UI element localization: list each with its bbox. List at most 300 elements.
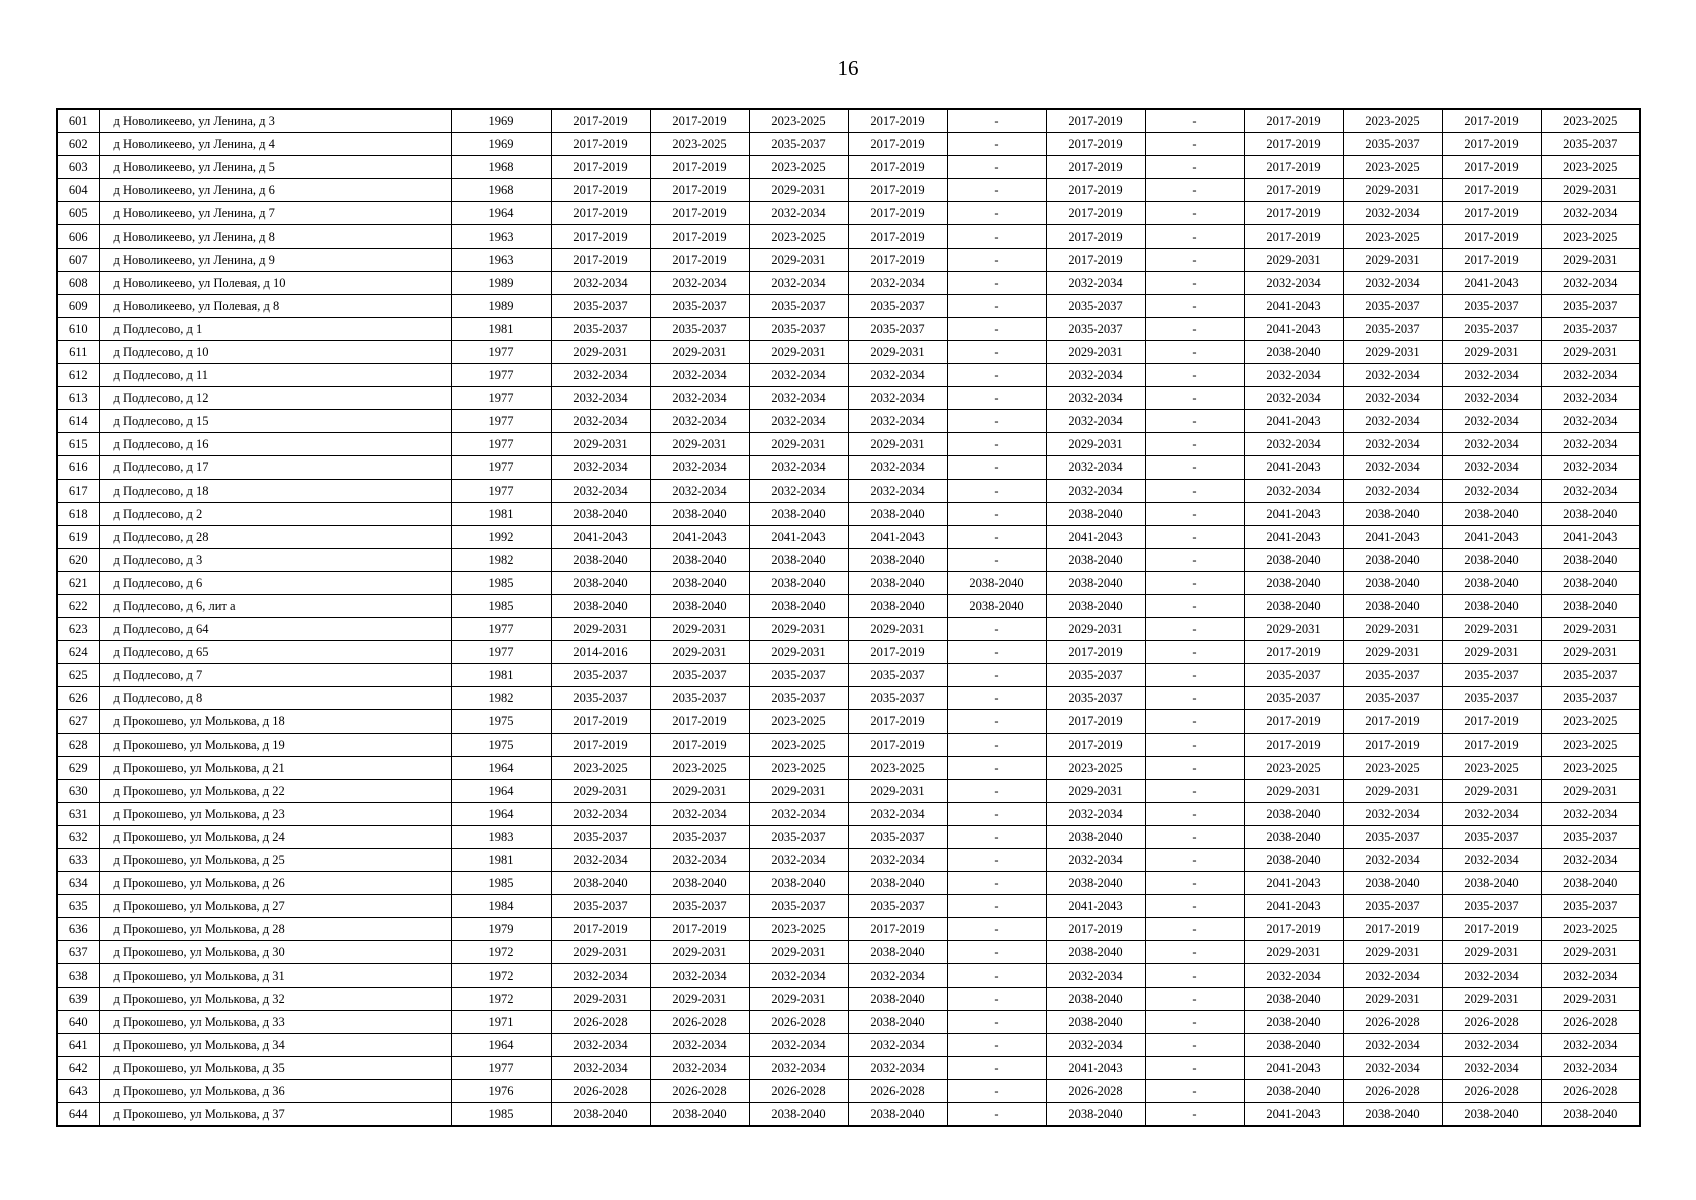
cell-row-number: 633 xyxy=(57,849,99,872)
cell-period-6: 2038-2040 xyxy=(1046,548,1145,571)
cell-period-6: 2041-2043 xyxy=(1046,1056,1145,1079)
cell-period-4: 2038-2040 xyxy=(848,548,947,571)
cell-period-11: 2038-2040 xyxy=(1541,1103,1640,1127)
cell-row-number: 639 xyxy=(57,987,99,1010)
cell-period-2: 2032-2034 xyxy=(650,387,749,410)
cell-period-11: 2035-2037 xyxy=(1541,294,1640,317)
cell-period-8: 2038-2040 xyxy=(1244,571,1343,594)
cell-period-1: 2038-2040 xyxy=(551,594,650,617)
cell-period-7: - xyxy=(1145,548,1244,571)
cell-period-3: 2032-2034 xyxy=(749,849,848,872)
table-row xyxy=(57,802,1640,825)
cell-period-6: 2038-2040 xyxy=(1046,941,1145,964)
cell-period-4: 2032-2034 xyxy=(848,410,947,433)
cell-period-11: 2032-2034 xyxy=(1541,271,1640,294)
cell-period-3: 2029-2031 xyxy=(749,179,848,202)
cell-year-built: 1964 xyxy=(451,1033,551,1056)
table-row xyxy=(57,872,1640,895)
cell-address: д Прокошево, ул Молькова, д 19 xyxy=(99,733,451,756)
cell-period-11: 2029-2031 xyxy=(1541,618,1640,641)
cell-period-9: 2029-2031 xyxy=(1343,179,1442,202)
cell-period-2: 2029-2031 xyxy=(650,641,749,664)
cell-period-3: 2023-2025 xyxy=(749,918,848,941)
cell-period-9: 2029-2031 xyxy=(1343,987,1442,1010)
cell-period-7: - xyxy=(1145,825,1244,848)
cell-period-1: 2017-2019 xyxy=(551,156,650,179)
cell-period-4: 2017-2019 xyxy=(848,133,947,156)
cell-period-9: 2038-2040 xyxy=(1343,548,1442,571)
cell-period-10: 2032-2034 xyxy=(1442,456,1541,479)
cell-period-1: 2038-2040 xyxy=(551,571,650,594)
cell-period-6: 2029-2031 xyxy=(1046,340,1145,363)
cell-address: д Новоликеево, ул Полевая, д 8 xyxy=(99,294,451,317)
cell-address: д Прокошево, ул Молькова, д 30 xyxy=(99,941,451,964)
cell-period-9: 2023-2025 xyxy=(1343,225,1442,248)
cell-period-1: 2032-2034 xyxy=(551,456,650,479)
table-row xyxy=(57,525,1640,548)
cell-period-4: 2029-2031 xyxy=(848,433,947,456)
cell-period-5: - xyxy=(947,618,1046,641)
cell-year-built: 1982 xyxy=(451,548,551,571)
cell-year-built: 1971 xyxy=(451,1010,551,1033)
cell-period-11: 2032-2034 xyxy=(1541,387,1640,410)
cell-period-5: - xyxy=(947,1033,1046,1056)
cell-address: д Новоликеево, ул Ленина, д 4 xyxy=(99,133,451,156)
cell-row-number: 614 xyxy=(57,410,99,433)
cell-period-7: - xyxy=(1145,710,1244,733)
cell-period-10: 2032-2034 xyxy=(1442,433,1541,456)
cell-period-6: 2035-2037 xyxy=(1046,664,1145,687)
cell-address: д Подлесово, д 65 xyxy=(99,641,451,664)
cell-period-8: 2017-2019 xyxy=(1244,710,1343,733)
cell-address: д Прокошево, ул Молькова, д 33 xyxy=(99,1010,451,1033)
cell-period-2: 2029-2031 xyxy=(650,941,749,964)
table-body xyxy=(57,109,1640,1126)
cell-period-6: 2017-2019 xyxy=(1046,641,1145,664)
cell-period-8: 2035-2037 xyxy=(1244,687,1343,710)
cell-period-3: 2029-2031 xyxy=(749,618,848,641)
cell-address: д Подлесово, д 6 xyxy=(99,571,451,594)
cell-period-10: 2032-2034 xyxy=(1442,1033,1541,1056)
cell-period-1: 2017-2019 xyxy=(551,202,650,225)
cell-period-9: 2041-2043 xyxy=(1343,525,1442,548)
cell-period-6: 2038-2040 xyxy=(1046,1103,1145,1127)
cell-period-7: - xyxy=(1145,156,1244,179)
table-row xyxy=(57,109,1640,133)
cell-period-7: - xyxy=(1145,410,1244,433)
cell-period-9: 2017-2019 xyxy=(1343,710,1442,733)
table-row xyxy=(57,756,1640,779)
cell-period-7: - xyxy=(1145,1079,1244,1102)
cell-period-9: 2032-2034 xyxy=(1343,364,1442,387)
cell-period-3: 2032-2034 xyxy=(749,456,848,479)
cell-period-10: 2035-2037 xyxy=(1442,664,1541,687)
cell-period-4: 2032-2034 xyxy=(848,964,947,987)
cell-period-11: 2023-2025 xyxy=(1541,710,1640,733)
cell-year-built: 1977 xyxy=(451,618,551,641)
cell-row-number: 628 xyxy=(57,733,99,756)
cell-period-7: - xyxy=(1145,664,1244,687)
cell-period-3: 2038-2040 xyxy=(749,1103,848,1127)
cell-period-5: - xyxy=(947,664,1046,687)
cell-period-3: 2035-2037 xyxy=(749,825,848,848)
cell-period-4: 2038-2040 xyxy=(848,941,947,964)
cell-period-10: 2035-2037 xyxy=(1442,317,1541,340)
cell-period-2: 2029-2031 xyxy=(650,433,749,456)
cell-period-9: 2029-2031 xyxy=(1343,779,1442,802)
table-row xyxy=(57,1033,1640,1056)
cell-period-6: 2032-2034 xyxy=(1046,1033,1145,1056)
cell-period-3: 2029-2031 xyxy=(749,987,848,1010)
cell-period-1: 2014-2016 xyxy=(551,641,650,664)
cell-period-11: 2029-2031 xyxy=(1541,779,1640,802)
cell-period-6: 2017-2019 xyxy=(1046,710,1145,733)
cell-period-11: 2032-2034 xyxy=(1541,802,1640,825)
cell-period-3: 2023-2025 xyxy=(749,225,848,248)
cell-period-6: 2029-2031 xyxy=(1046,779,1145,802)
cell-period-11: 2041-2043 xyxy=(1541,525,1640,548)
cell-period-10: 2032-2034 xyxy=(1442,964,1541,987)
cell-period-8: 2032-2034 xyxy=(1244,364,1343,387)
cell-period-6: 2017-2019 xyxy=(1046,109,1145,133)
cell-period-10: 2017-2019 xyxy=(1442,225,1541,248)
cell-period-7: - xyxy=(1145,109,1244,133)
cell-period-11: 2035-2037 xyxy=(1541,317,1640,340)
cell-year-built: 1964 xyxy=(451,802,551,825)
cell-period-1: 2038-2040 xyxy=(551,1103,650,1127)
cell-period-11: 2023-2025 xyxy=(1541,918,1640,941)
cell-period-4: 2017-2019 xyxy=(848,156,947,179)
cell-period-9: 2032-2034 xyxy=(1343,433,1442,456)
cell-period-9: 2038-2040 xyxy=(1343,594,1442,617)
cell-row-number: 636 xyxy=(57,918,99,941)
cell-period-9: 2032-2034 xyxy=(1343,964,1442,987)
cell-period-11: 2032-2034 xyxy=(1541,202,1640,225)
cell-period-10: 2017-2019 xyxy=(1442,156,1541,179)
cell-row-number: 641 xyxy=(57,1033,99,1056)
cell-year-built: 1976 xyxy=(451,1079,551,1102)
table-row xyxy=(57,248,1640,271)
cell-period-2: 2017-2019 xyxy=(650,109,749,133)
cell-period-10: 2017-2019 xyxy=(1442,109,1541,133)
cell-period-1: 2032-2034 xyxy=(551,410,650,433)
cell-period-5: - xyxy=(947,825,1046,848)
cell-year-built: 1985 xyxy=(451,594,551,617)
cell-period-7: - xyxy=(1145,918,1244,941)
cell-period-1: 2035-2037 xyxy=(551,317,650,340)
cell-address: д Новоликеево, ул Ленина, д 6 xyxy=(99,179,451,202)
cell-period-1: 2032-2034 xyxy=(551,387,650,410)
cell-period-3: 2032-2034 xyxy=(749,1033,848,1056)
cell-period-6: 2026-2028 xyxy=(1046,1079,1145,1102)
cell-period-6: 2029-2031 xyxy=(1046,433,1145,456)
cell-period-10: 2017-2019 xyxy=(1442,918,1541,941)
cell-period-3: 2032-2034 xyxy=(749,479,848,502)
cell-period-5: - xyxy=(947,987,1046,1010)
cell-period-9: 2032-2034 xyxy=(1343,387,1442,410)
cell-year-built: 1968 xyxy=(451,179,551,202)
cell-period-5: - xyxy=(947,133,1046,156)
cell-address: д Прокошево, ул Молькова, д 32 xyxy=(99,987,451,1010)
cell-period-5: - xyxy=(947,179,1046,202)
cell-period-7: - xyxy=(1145,248,1244,271)
cell-period-3: 2032-2034 xyxy=(749,364,848,387)
cell-period-4: 2035-2037 xyxy=(848,825,947,848)
table-row xyxy=(57,433,1640,456)
cell-period-4: 2035-2037 xyxy=(848,895,947,918)
cell-period-5: - xyxy=(947,941,1046,964)
cell-period-1: 2029-2031 xyxy=(551,340,650,363)
cell-period-8: 2017-2019 xyxy=(1244,156,1343,179)
cell-period-6: 2017-2019 xyxy=(1046,918,1145,941)
cell-address: д Прокошево, ул Молькова, д 26 xyxy=(99,872,451,895)
cell-row-number: 638 xyxy=(57,964,99,987)
cell-period-11: 2023-2025 xyxy=(1541,756,1640,779)
cell-period-9: 2032-2034 xyxy=(1343,410,1442,433)
cell-period-3: 2035-2037 xyxy=(749,133,848,156)
cell-period-8: 2032-2034 xyxy=(1244,387,1343,410)
cell-year-built: 1975 xyxy=(451,710,551,733)
cell-period-7: - xyxy=(1145,525,1244,548)
cell-period-9: 2032-2034 xyxy=(1343,456,1442,479)
cell-period-5: - xyxy=(947,733,1046,756)
cell-period-11: 2038-2040 xyxy=(1541,872,1640,895)
cell-period-6: 2032-2034 xyxy=(1046,456,1145,479)
cell-period-1: 2032-2034 xyxy=(551,479,650,502)
cell-row-number: 608 xyxy=(57,271,99,294)
table-row xyxy=(57,179,1640,202)
cell-period-7: - xyxy=(1145,271,1244,294)
cell-period-8: 2029-2031 xyxy=(1244,779,1343,802)
cell-period-7: - xyxy=(1145,179,1244,202)
cell-period-6: 2032-2034 xyxy=(1046,479,1145,502)
cell-period-8: 2038-2040 xyxy=(1244,1010,1343,1033)
cell-period-1: 2017-2019 xyxy=(551,733,650,756)
cell-period-8: 2029-2031 xyxy=(1244,618,1343,641)
cell-row-number: 622 xyxy=(57,594,99,617)
table-row xyxy=(57,364,1640,387)
cell-period-9: 2017-2019 xyxy=(1343,918,1442,941)
cell-period-4: 2035-2037 xyxy=(848,664,947,687)
cell-year-built: 1975 xyxy=(451,733,551,756)
cell-period-8: 2038-2040 xyxy=(1244,340,1343,363)
cell-period-11: 2029-2031 xyxy=(1541,179,1640,202)
cell-period-11: 2032-2034 xyxy=(1541,433,1640,456)
cell-period-2: 2017-2019 xyxy=(650,179,749,202)
cell-period-10: 2038-2040 xyxy=(1442,548,1541,571)
cell-period-6: 2032-2034 xyxy=(1046,964,1145,987)
cell-address: д Подлесово, д 28 xyxy=(99,525,451,548)
cell-period-8: 2032-2034 xyxy=(1244,479,1343,502)
cell-period-5: - xyxy=(947,502,1046,525)
cell-period-2: 2038-2040 xyxy=(650,1103,749,1127)
cell-period-1: 2035-2037 xyxy=(551,294,650,317)
cell-period-9: 2035-2037 xyxy=(1343,687,1442,710)
cell-period-10: 2017-2019 xyxy=(1442,202,1541,225)
cell-period-11: 2029-2031 xyxy=(1541,987,1640,1010)
cell-period-3: 2035-2037 xyxy=(749,664,848,687)
cell-year-built: 1985 xyxy=(451,872,551,895)
cell-period-2: 2035-2037 xyxy=(650,895,749,918)
cell-address: д Прокошево, ул Молькова, д 28 xyxy=(99,918,451,941)
cell-year-built: 1963 xyxy=(451,225,551,248)
cell-address: д Новоликеево, ул Ленина, д 3 xyxy=(99,109,451,133)
cell-period-3: 2038-2040 xyxy=(749,872,848,895)
cell-period-8: 2041-2043 xyxy=(1244,294,1343,317)
cell-period-6: 2017-2019 xyxy=(1046,133,1145,156)
cell-period-1: 2023-2025 xyxy=(551,756,650,779)
cell-period-7: - xyxy=(1145,594,1244,617)
table-row xyxy=(57,918,1640,941)
cell-period-4: 2035-2037 xyxy=(848,687,947,710)
table-row xyxy=(57,687,1640,710)
cell-period-10: 2032-2034 xyxy=(1442,1056,1541,1079)
cell-year-built: 1977 xyxy=(451,364,551,387)
cell-period-2: 2032-2034 xyxy=(650,479,749,502)
cell-year-built: 1977 xyxy=(451,340,551,363)
cell-period-1: 2029-2031 xyxy=(551,941,650,964)
cell-period-1: 2029-2031 xyxy=(551,618,650,641)
cell-period-6: 2035-2037 xyxy=(1046,317,1145,340)
cell-period-9: 2029-2031 xyxy=(1343,641,1442,664)
cell-period-4: 2029-2031 xyxy=(848,618,947,641)
cell-year-built: 1992 xyxy=(451,525,551,548)
cell-period-2: 2032-2034 xyxy=(650,1056,749,1079)
cell-period-10: 2032-2034 xyxy=(1442,364,1541,387)
cell-period-4: 2041-2043 xyxy=(848,525,947,548)
cell-period-7: - xyxy=(1145,133,1244,156)
table-row xyxy=(57,1079,1640,1102)
cell-period-6: 2017-2019 xyxy=(1046,156,1145,179)
cell-period-11: 2032-2034 xyxy=(1541,964,1640,987)
cell-period-10: 2017-2019 xyxy=(1442,179,1541,202)
cell-period-11: 2038-2040 xyxy=(1541,548,1640,571)
cell-period-3: 2035-2037 xyxy=(749,317,848,340)
table-row xyxy=(57,502,1640,525)
cell-period-10: 2029-2031 xyxy=(1442,779,1541,802)
cell-row-number: 640 xyxy=(57,1010,99,1033)
cell-period-8: 2017-2019 xyxy=(1244,179,1343,202)
cell-period-3: 2026-2028 xyxy=(749,1079,848,1102)
cell-period-2: 2038-2040 xyxy=(650,548,749,571)
cell-period-5: - xyxy=(947,1056,1046,1079)
cell-period-4: 2029-2031 xyxy=(848,340,947,363)
cell-period-1: 2017-2019 xyxy=(551,248,650,271)
cell-period-6: 2038-2040 xyxy=(1046,1010,1145,1033)
cell-address: д Новоликеево, ул Ленина, д 9 xyxy=(99,248,451,271)
cell-period-10: 2017-2019 xyxy=(1442,733,1541,756)
cell-period-9: 2023-2025 xyxy=(1343,109,1442,133)
cell-period-7: - xyxy=(1145,849,1244,872)
cell-period-11: 2032-2034 xyxy=(1541,1033,1640,1056)
cell-period-9: 2032-2034 xyxy=(1343,271,1442,294)
cell-period-11: 2035-2037 xyxy=(1541,664,1640,687)
cell-period-2: 2032-2034 xyxy=(650,364,749,387)
cell-period-2: 2041-2043 xyxy=(650,525,749,548)
cell-year-built: 1981 xyxy=(451,849,551,872)
cell-period-1: 2032-2034 xyxy=(551,271,650,294)
cell-period-5: - xyxy=(947,248,1046,271)
table-row xyxy=(57,825,1640,848)
cell-period-6: 2038-2040 xyxy=(1046,987,1145,1010)
cell-year-built: 1969 xyxy=(451,109,551,133)
cell-period-10: 2035-2037 xyxy=(1442,687,1541,710)
cell-period-8: 2038-2040 xyxy=(1244,802,1343,825)
cell-address: д Подлесово, д 2 xyxy=(99,502,451,525)
cell-period-3: 2032-2034 xyxy=(749,271,848,294)
cell-period-4: 2035-2037 xyxy=(848,294,947,317)
cell-period-3: 2029-2031 xyxy=(749,641,848,664)
cell-period-8: 2041-2043 xyxy=(1244,1103,1343,1127)
cell-period-10: 2017-2019 xyxy=(1442,248,1541,271)
cell-period-1: 2017-2019 xyxy=(551,133,650,156)
cell-year-built: 1977 xyxy=(451,1056,551,1079)
cell-period-8: 2038-2040 xyxy=(1244,1033,1343,1056)
cell-period-5: - xyxy=(947,1103,1046,1127)
table-row xyxy=(57,479,1640,502)
cell-period-11: 2029-2031 xyxy=(1541,941,1640,964)
cell-period-9: 2035-2037 xyxy=(1343,664,1442,687)
cell-period-2: 2017-2019 xyxy=(650,202,749,225)
cell-period-11: 2023-2025 xyxy=(1541,109,1640,133)
cell-period-9: 2035-2037 xyxy=(1343,317,1442,340)
cell-row-number: 627 xyxy=(57,710,99,733)
cell-period-9: 2023-2025 xyxy=(1343,156,1442,179)
cell-period-9: 2035-2037 xyxy=(1343,133,1442,156)
cell-period-4: 2029-2031 xyxy=(848,779,947,802)
cell-period-4: 2017-2019 xyxy=(848,248,947,271)
cell-period-4: 2026-2028 xyxy=(848,1079,947,1102)
cell-period-1: 2032-2034 xyxy=(551,802,650,825)
cell-period-10: 2032-2034 xyxy=(1442,410,1541,433)
cell-period-2: 2023-2025 xyxy=(650,133,749,156)
cell-period-2: 2032-2034 xyxy=(650,964,749,987)
cell-year-built: 1964 xyxy=(451,202,551,225)
cell-period-1: 2017-2019 xyxy=(551,225,650,248)
cell-period-8: 2041-2043 xyxy=(1244,895,1343,918)
cell-year-built: 1972 xyxy=(451,964,551,987)
cell-period-9: 2032-2034 xyxy=(1343,1056,1442,1079)
table-row xyxy=(57,456,1640,479)
cell-row-number: 625 xyxy=(57,664,99,687)
cell-row-number: 611 xyxy=(57,340,99,363)
cell-year-built: 1964 xyxy=(451,756,551,779)
cell-period-10: 2029-2031 xyxy=(1442,941,1541,964)
cell-row-number: 630 xyxy=(57,779,99,802)
table-row xyxy=(57,340,1640,363)
cell-period-7: - xyxy=(1145,1103,1244,1127)
cell-period-7: - xyxy=(1145,317,1244,340)
cell-period-6: 2032-2034 xyxy=(1046,364,1145,387)
cell-year-built: 1969 xyxy=(451,133,551,156)
cell-period-3: 2038-2040 xyxy=(749,594,848,617)
cell-period-5: - xyxy=(947,433,1046,456)
cell-address: д Прокошево, ул Молькова, д 37 xyxy=(99,1103,451,1127)
cell-period-6: 2032-2034 xyxy=(1046,271,1145,294)
cell-period-2: 2029-2031 xyxy=(650,987,749,1010)
cell-period-11: 2023-2025 xyxy=(1541,225,1640,248)
cell-period-2: 2017-2019 xyxy=(650,918,749,941)
cell-period-5: - xyxy=(947,410,1046,433)
cell-row-number: 606 xyxy=(57,225,99,248)
cell-period-6: 2023-2025 xyxy=(1046,756,1145,779)
cell-period-7: - xyxy=(1145,502,1244,525)
cell-period-8: 2017-2019 xyxy=(1244,733,1343,756)
buildings-repair-schedule-table xyxy=(56,108,1641,1127)
cell-period-6: 2035-2037 xyxy=(1046,687,1145,710)
cell-period-4: 2032-2034 xyxy=(848,802,947,825)
cell-row-number: 619 xyxy=(57,525,99,548)
